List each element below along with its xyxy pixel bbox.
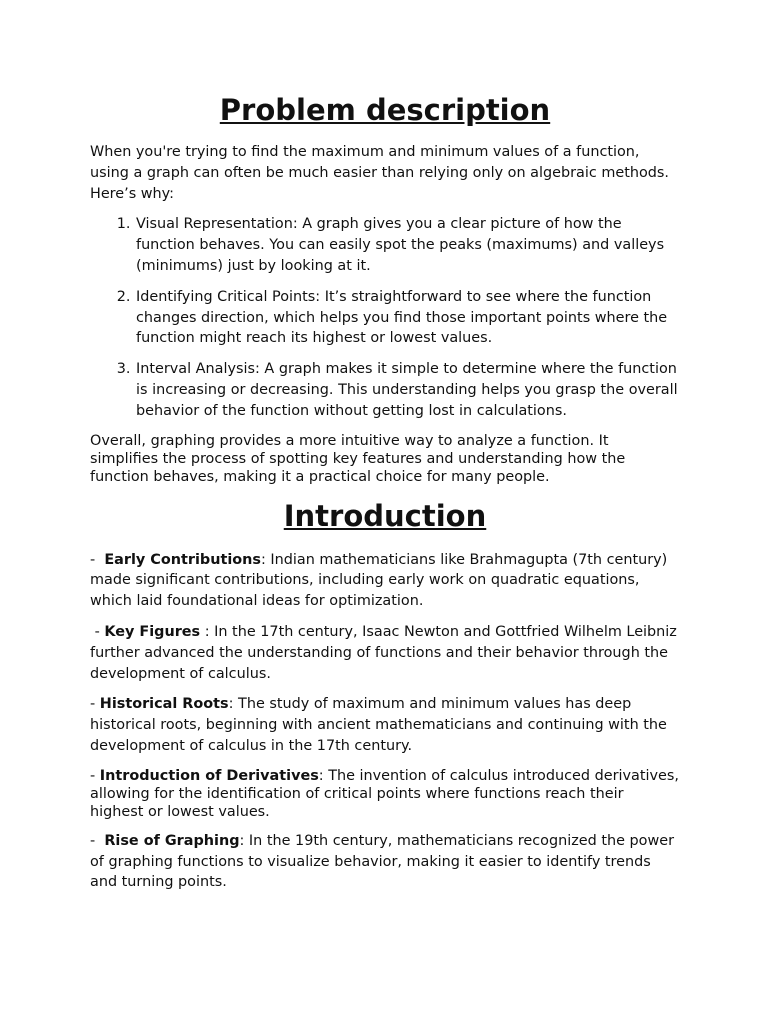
entry-prefix: - [90,623,105,640]
entry-text: : The invention of calculus introduced derivatives, allowing for the identification of critical points where functions reach their highest or lowest values. [90,767,679,820]
entry-prefix: - [90,832,105,849]
intro-entry-key-figures [90,622,680,684]
document-page [90,90,680,903]
problem-intro-paragraph: When you're trying to find the maximum and minimum values of a function, using a graph can often be much easier than relying only on algebraic methods. Here’s why: [90,144,669,202]
reasons-list [90,214,680,421]
intro-entry-derivatives [90,767,680,821]
entry-term: Historical Roots [99,696,229,713]
entry-text: : The study of maximum and minimum values has deep historical roots, beginning with ancient mathematicians and continuing with the development of calculus in the 17th century. [90,696,667,754]
entry-term: Early Contributions [104,551,261,568]
problem-description-heading: Problem description [219,93,551,127]
problem-conclusion-paragraph: Overall, graphing provides a more intuitive way to analyze a function. It simplifies the process of spotting key features and understanding how the function behaves, making it a practical choice for many people. [90,432,626,485]
introduction-heading: Introduction [283,498,487,533]
entry-prefix: - [90,696,100,713]
intro-entry-early-contributions [90,550,680,612]
entry-text: : In the 17th century, Isaac Newton and Gottfried Wilhelm Leibniz further advanced the understanding of functions and their behavior through the development of calculus. [90,623,677,682]
entry-text: : Indian mathematicians like Brahmagupta (7th century) made significant contributions, including early work on quadratic equations, which laid foundational ideas for optimization. [90,551,668,610]
reason-item-critical-points: 2. Identifying Critical Points: It’s straightforward to see where the function changes direction, which helps you find those important points where the function might reach its highest or lowest values. [135,287,680,349]
entry-term: Introduction of Derivatives [99,767,319,784]
entry-prefix: - [90,767,100,784]
entry-term: Rise of Graphing [104,832,240,849]
reason-item-interval-analysis: 3. Interval Analysis: A graph makes it simple to determine where the function is increasing or decreasing. This understanding helps you grasp the overall behavior of the function without getting lost in calculations. [135,359,680,421]
entry-prefix: - [90,551,105,568]
reason-item-visual-representation: 1. Visual Representation: A graph gives you a clear picture of how the function behaves. You can easily spot the peaks (maximums) and valleys (minimums) just by looking at it. [135,214,680,276]
entry-text: : In the 19th century, mathematicians recognized the power of graphing functions to visualize behavior, making it easier to identify trends and turning points. [90,832,674,891]
entry-term: Key Figures [104,623,201,640]
intro-entry-rise-of-graphing [90,831,680,893]
intro-entry-historical-roots [90,694,680,756]
